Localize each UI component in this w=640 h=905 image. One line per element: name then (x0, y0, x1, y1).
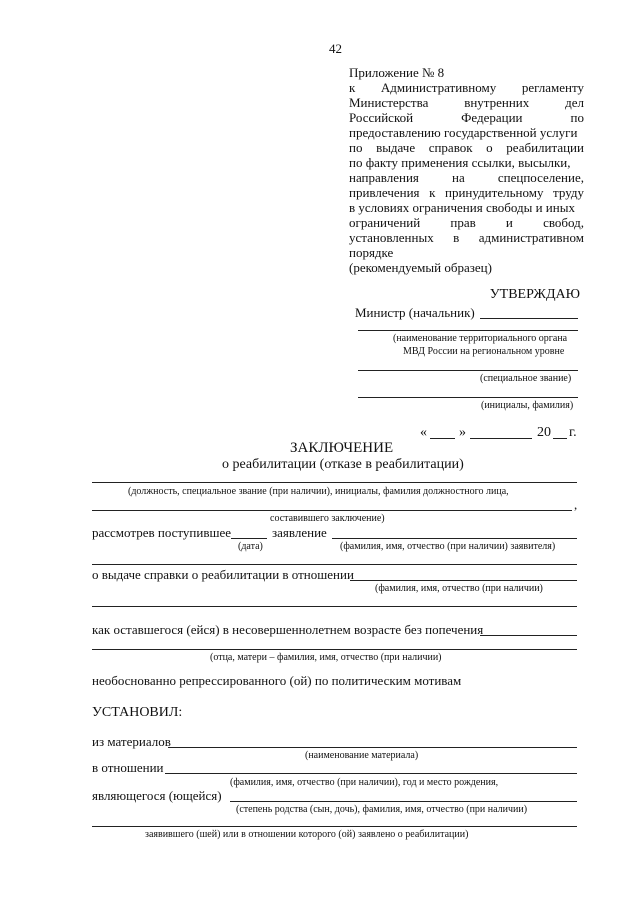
materials-hint: (наименование материала) (305, 750, 419, 761)
appendix-line-9: в условиях ограничения свободы и иных (349, 200, 575, 215)
appendix-title: Приложение № 8 (349, 65, 445, 80)
conclusion-subtitle: о реабилитации (отказе в реабилитации) (222, 457, 464, 472)
official-comma: , (574, 497, 578, 512)
established-heading: УСТАНОВИЛ: (92, 705, 183, 720)
declared-line (92, 826, 577, 827)
appendix-line-13: (рекомендуемый образец) (349, 260, 492, 275)
applicant-line-2 (92, 564, 577, 565)
minister-label: Министр (начальник) (355, 305, 475, 320)
declared-hint: заявившего (шей) или в отношении которого (ой) заявлено о реабилитации) (145, 829, 469, 840)
official-line-2 (92, 510, 572, 511)
appendix-line-3: Российской Федерации по (349, 110, 584, 125)
certificate-person-line (350, 580, 577, 581)
certificate-person-line-2 (92, 606, 577, 607)
regarding-line (165, 773, 577, 774)
appendix-line-7: направления на спецпоселение, (349, 170, 584, 185)
rank-hint: (специальное звание) (480, 373, 572, 384)
minor-label: как оставшегося (ейся) в несовершеннолетнем возрасте без попечения (92, 622, 484, 637)
materials-line (168, 747, 577, 748)
applicant-line (332, 538, 577, 539)
being-label: являющегося (ющейся) (92, 788, 222, 803)
compiler-hint: составившего заключение) (270, 513, 385, 524)
minor-line (480, 635, 577, 636)
appendix-block (349, 65, 584, 275)
date-year-prefix: 20 (537, 425, 551, 440)
initials-hint: (инициалы, фамилия) (481, 400, 574, 411)
org-hint-1: (наименование территориального органа (393, 333, 568, 344)
org-line (358, 330, 578, 331)
statement-label: заявление (272, 525, 327, 540)
approve-title: УТВЕРЖДАЮ (489, 287, 580, 302)
official-line (92, 482, 577, 483)
date-quote-open: « (420, 425, 427, 440)
materials-label: из материалов (92, 734, 171, 749)
appendix-line-5: по выдаче справок о реабилитации (349, 140, 584, 155)
repressed-label: необоснованно репрессированного (ой) по политическим мотивам (92, 673, 462, 688)
minister-signature-line (480, 318, 578, 319)
page-number: 42 (329, 41, 342, 56)
conclusion-title: ЗАКЛЮЧЕНИЕ (290, 440, 394, 456)
appendix-line-10: ограничений прав и свобод, (349, 215, 584, 230)
appendix-line-2: Министерства внутренних дел (349, 95, 584, 110)
appendix-line-11: установленных в административном (349, 230, 584, 245)
statement-date-line (231, 538, 267, 539)
regarding-label: в отношении (92, 760, 164, 775)
parents-line (92, 649, 577, 650)
appendix-line-8: привлечения к принудительному труду (349, 185, 584, 200)
appendix-line-4: предоставлению государственной услуги (349, 125, 578, 140)
appendix-line-12: порядке (349, 245, 394, 260)
org-hint-2: МВД России на региональном уровне (403, 346, 565, 357)
kinship-hint: (степень родства (сын, дочь), фамилия, имя, отчество (при наличии) (236, 804, 528, 815)
date-hint: (дата) (238, 541, 263, 552)
certificate-person-hint: (фамилия, имя, отчество (при наличии) (375, 583, 543, 594)
date-year-suffix: г. (569, 425, 577, 440)
date-day-line (430, 438, 455, 439)
date-month-line (470, 438, 532, 439)
being-line (230, 801, 577, 802)
date-year-line (553, 438, 567, 439)
certificate-label: о выдаче справки о реабилитации в отношении (92, 567, 354, 582)
appendix-line-6: по факту применения ссылки, высылки, (349, 155, 571, 170)
reviewed-label: рассмотрев поступившее (92, 525, 232, 540)
date-quote-close: » (459, 425, 466, 440)
initials-line (358, 397, 578, 398)
official-hint: (должность, специальное звание (при наличии), инициалы, фамилия должностного лица, (128, 486, 509, 497)
rank-line (358, 370, 578, 371)
applicant-hint: (фамилия, имя, отчество (при наличии) заявителя) (340, 541, 556, 552)
appendix-line-1: к Административному регламенту (349, 80, 584, 95)
birth-hint: (фамилия, имя, отчество (при наличии), год и место рождения, (230, 777, 499, 788)
parents-hint: (отца, матери – фамилия, имя, отчество (при наличии) (210, 652, 442, 663)
